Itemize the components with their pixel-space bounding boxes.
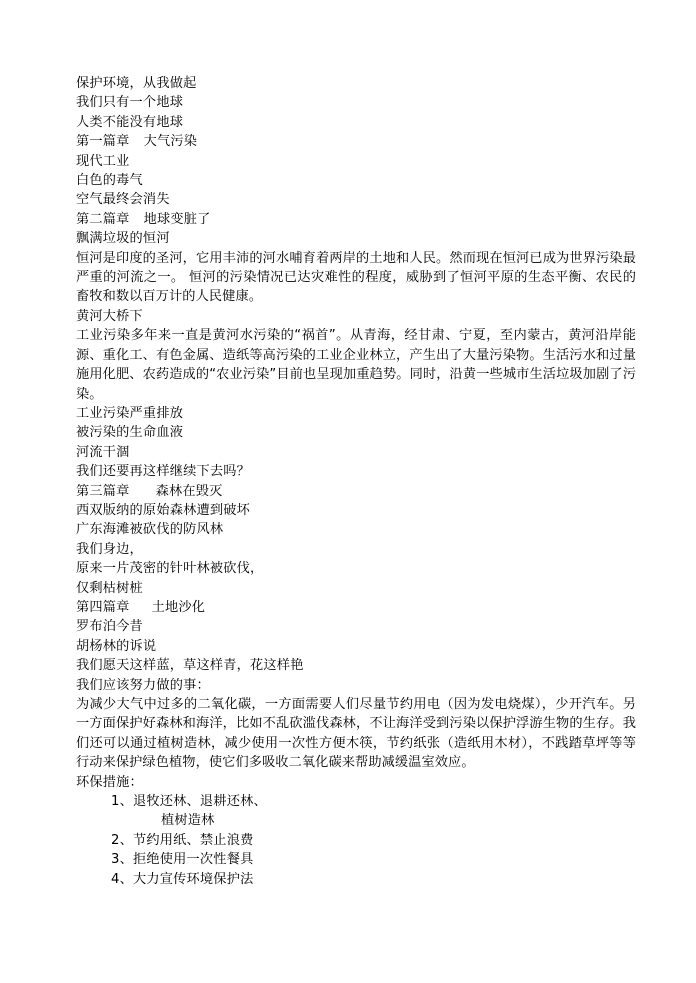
list-item: 3、拒绝使用一次性餐具	[111, 852, 254, 868]
list-item: 2、节约用纸、禁止浪费	[111, 832, 254, 848]
measures-heading: 环保措施：	[76, 774, 143, 790]
text-line: 人类不能没有地球	[76, 114, 184, 130]
chapter-heading-4	[76, 598, 636, 617]
text-line: 空气最终会消失	[76, 192, 170, 208]
text-line: 工业污染严重排放	[76, 405, 184, 421]
chapter-heading-1	[76, 132, 636, 151]
text-line: 河流干涸	[76, 444, 130, 460]
headline: 保护环境，从我做起	[76, 76, 197, 91]
text-line: 被污染的生命血液	[76, 425, 184, 441]
text-line: 原来一片茂密的针叶林被砍伐，	[76, 561, 264, 577]
subheading: 飘满垃圾的恒河	[76, 231, 170, 247]
text-line: 西双版纳的原始森林遭到破坏	[76, 502, 251, 518]
chapter-label: 第三篇章	[76, 483, 130, 499]
text-line: 我们只有一个地球	[76, 95, 184, 111]
text-line: 我们身边，	[76, 541, 143, 557]
list-item-continuation: 植树造林	[161, 813, 215, 829]
paragraph-actions: 为减少大气中过多的二氧化碳，一方面需要人们尽量节约用电（因为发电烧煤），少开汽车。另一方面保护好森林和海洋，比如不乱砍滥伐森林，不让海洋受到污染以保护浮游生物的生存。我们还可以通过植树造林，减少使用一次性方便木筷，节约纸张（造纸用木材），不践踏草坪等等行动来保护绿色植物，使它们多吸收二氧化碳来帮助减缓温室效应。	[76, 697, 636, 771]
subheading: 黄河大桥下	[76, 308, 143, 324]
text-line: 白色的毒气	[76, 173, 143, 189]
measures-list	[76, 792, 636, 889]
chapter-title: 大气污染	[143, 134, 198, 150]
text-line: 仅剩枯树桩	[76, 580, 143, 596]
chapter-label: 第二篇章	[76, 211, 130, 227]
document-body	[76, 74, 636, 889]
chapter-title: 土地沙化	[151, 599, 206, 615]
chapter-label: 第四篇章	[76, 599, 130, 615]
text-line: 广东海滩被砍伐的防风林	[76, 522, 224, 538]
text-line: 胡杨林的诉说	[76, 638, 157, 654]
list-item: 4、大力宣传环境保护法	[111, 871, 254, 887]
paragraph-yellow-river: 工业污染多年来一直是黄河水污染的“祸首”。从青海，经甘肃、宁夏，至内蒙古，黄河沿岸能源、重化工、有色金属、造纸等高污染的工业企业林立，产生出了大量污染物。生活污水和过量施用化肥、农药造成的“农业污染”目前也呈现加重趋势。同时，沿黄一些城市生活垃圾加剧了污染。	[76, 328, 636, 402]
chapter-heading-3	[76, 482, 636, 501]
text-line: 现代工业	[76, 153, 130, 169]
paragraph-ganges: 恒河是印度的圣河，它用丰沛的河水哺育着两岸的土地和人民。然而现在恒河已成为世界污染最严重的河流之一。 恒河的污染情况已达灾难性的程度，威胁到了恒河平原的生态平衡、农民的畜牧和数以百万计的人民健康。	[76, 250, 636, 305]
text-line: 我们应该努力做的事：	[76, 677, 210, 693]
text-line: 罗布泊今昔	[76, 619, 143, 635]
list-item: 1、退牧还林、退耕还林、	[111, 794, 267, 810]
text-line: 我们还要再这样继续下去吗？	[76, 464, 251, 480]
chapter-title: 森林在毁灭	[155, 483, 223, 499]
chapter-label: 第一篇章	[76, 134, 130, 150]
chapter-heading-2	[76, 210, 636, 229]
text-line: 我们愿天这样蓝，草这样青，花这样艳	[76, 658, 304, 674]
chapter-title: 地球变脏了	[143, 211, 211, 227]
